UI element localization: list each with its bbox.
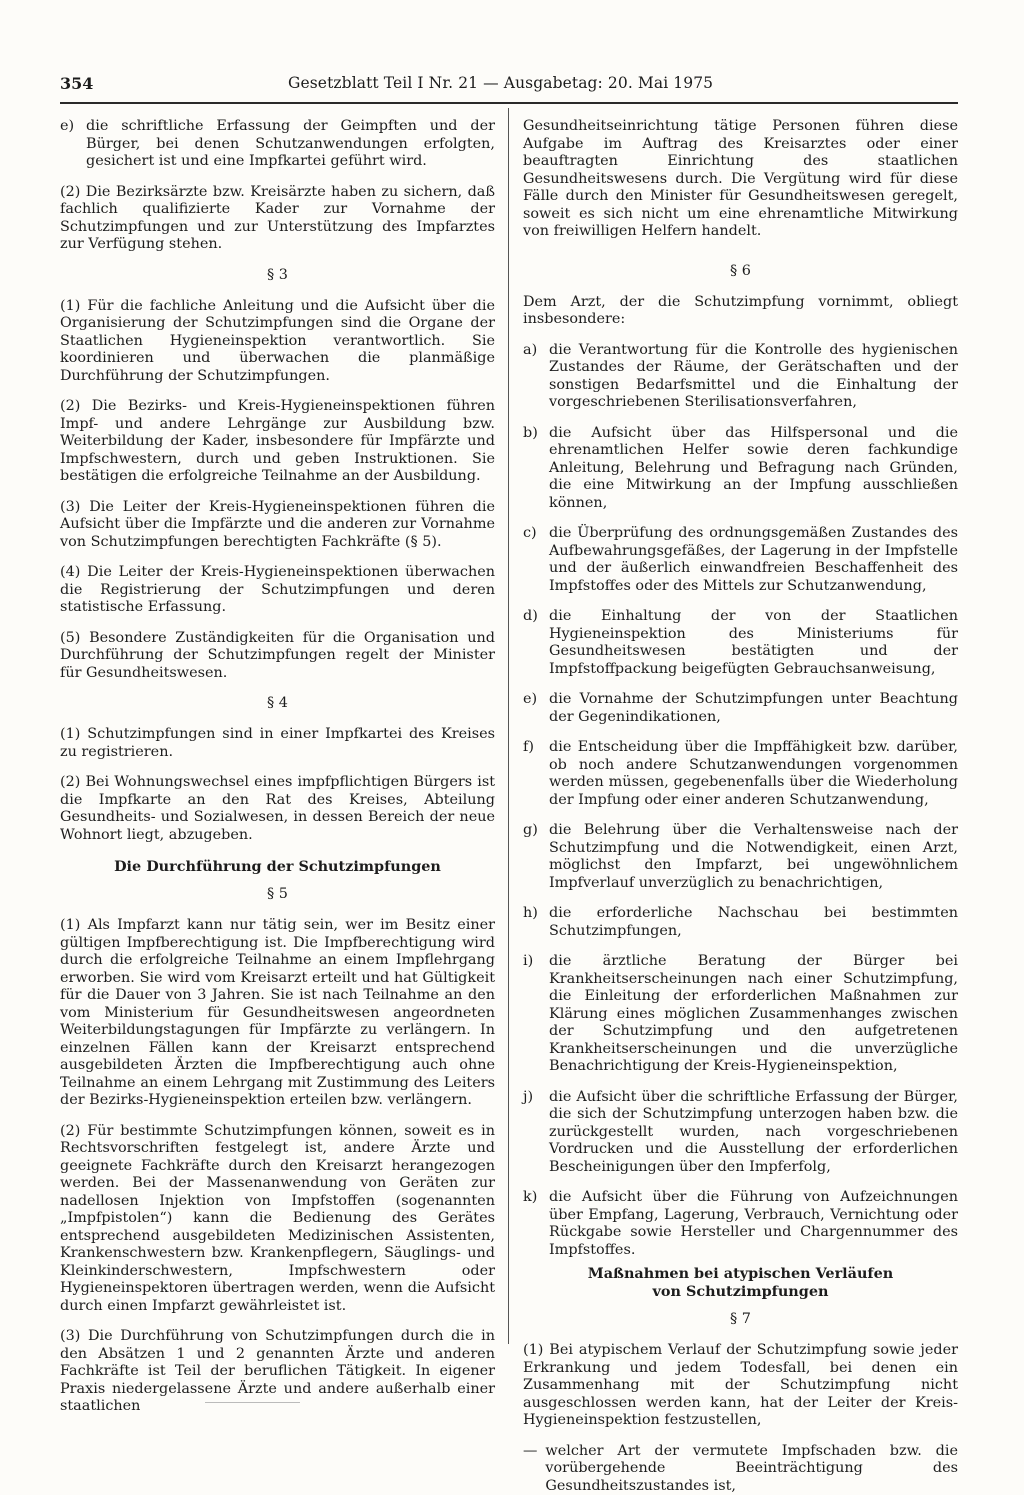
list-item: [523, 691, 958, 726]
item-label: j): [523, 1089, 543, 1177]
item-label: f): [523, 739, 543, 809]
list-item: [523, 953, 958, 1076]
left-column: [60, 118, 495, 1429]
dash-text: welcher Art der vermutete Impfschaden bzw. die vorübergehende Beeinträchtigung des Gesundheitszustandes ist,: [545, 1443, 958, 1495]
paragraph: (4) Die Leiter der Kreis-Hygieneinspektionen überwachen die Registrierung der Schutzimpfungen und deren statistische Erfassung.: [60, 564, 495, 617]
dash-item: [523, 1443, 958, 1495]
paragraph: (3) Die Durchführung von Schutzimpfungen durch die in den Absätzen 1 und 2 genannten Ärzte und anderen Fachkräfte ist Teil der beruflichen Tätigkeit. In eigener Praxis niedergelassene Ärzte und andere außerhalb einer staatlichen: [60, 1328, 495, 1416]
item-text: die schriftliche Erfassung der Geimpften und der Bürger, bei denen Schutzanwendungen erfolgten, gesichert ist und eine Impfkartei geführt wird.: [86, 118, 495, 171]
heading-line: Maßnahmen bei atypischen Verläufen: [523, 1265, 958, 1283]
paragraph: (3) Die Leiter der Kreis-Hygieneinspektionen führen die Aufsicht über die Impfärzte und die anderen zur Vornahme von Schutzimpfungen berechtigten Fachkräfte (§ 5).: [60, 499, 495, 552]
item-text: die erforderliche Nachschau bei bestimmten Schutzimpfungen,: [549, 905, 958, 940]
item-label: e): [60, 118, 80, 171]
dash-label: —: [523, 1443, 537, 1495]
paragraph: Dem Arzt, der die Schutzimpfung vornimmt, obliegt insbesondere:: [523, 294, 958, 329]
paragraph: (1) Schutzimpfungen sind in einer Impfkartei des Kreises zu registrieren.: [60, 726, 495, 761]
item-text: die Vornahme der Schutzimpfungen unter Beachtung der Gegenindikationen,: [549, 691, 958, 726]
item-text: die Verantwortung für die Kontrolle des hygienischen Zustandes der Räume, der Gerätschaften und der sonstigen Bedarfsmittel und die Einhaltung der vorgeschriebenen Sterilisationsverfahren,: [549, 342, 958, 412]
item-text: die ärztliche Beratung der Bürger bei Krankheitserscheinungen nach einer Schutzimpfung, die Einleitung der erforderlichen Maßnahmen zur Klärung eines möglichen Zusammenhanges zwischen der Schutzimpfung und den aufgetretenen Krankheitserscheinungen und die unverzügliche Benachrichtigung der Kreis-Hygieneinspektion,: [549, 953, 958, 1076]
paragraph: (5) Besondere Zuständigkeiten für die Organisation und Durchführung der Schutzimpfungen regelt der Minister für Gesundheitswesen.: [60, 630, 495, 683]
item-text: die Aufsicht über das Hilfspersonal und die ehrenamtlichen Helfer sowie deren fachkundige Anleitung, Belehrung und Befragung nach Gründen, die eine Mitwirkung an der Impfung ausschließen können,: [549, 425, 958, 513]
heading-line: von Schutzimpfungen: [523, 1283, 958, 1301]
paragraph: (2) Für bestimmte Schutzimpfungen können, soweit es in Rechtsvorschriften festgelegt ist, andere Ärzte und geeignete Fachkräfte durch den Kreisarzt herangezogen werden. Bei der Massenanwendung von Geräten zur nadellosen Injektion von Impfstoffen (sogenannten „Impfpistolen“) kann die Bedienung des Gerätes entsprechend ausgebildeten Medizinischen Assistenten, Krankenschwestern bzw. Krankenpflegern, Säuglings- und Kleinkinderschwestern, Impfschwestern oder Hygieneinspektoren übertragen werden, wenn die Aufsicht durch einen Impfarzt gewährleistet ist.: [60, 1123, 495, 1316]
running-title: Gesetzblatt Teil I Nr. 21 — Ausgabetag: 20. Mai 1975: [288, 74, 713, 92]
item-text: die Überprüfung des ordnungsgemäßen Zustandes des Aufbewahrungsgefäßes, der Lagerung in der Impfstelle und der äußerlich einwandfreien Beschaffenheit des Impfstoffes oder des Mittels zur Schutzanwendung,: [549, 525, 958, 595]
list-item: [523, 425, 958, 513]
list-item: [523, 1089, 958, 1177]
section-heading: Die Durchführung der Schutzimpfungen: [60, 858, 495, 876]
section-number: § 3: [60, 267, 495, 283]
item-label: c): [523, 525, 543, 595]
paragraph: (1) Für die fachliche Anleitung und die Aufsicht über die Organisierung der Schutzimpfungen sind die Organe der Staatlichen Hygieneinspektion verantwortlich. Sie koordinieren und überwachen die planmäßige Durchführung der Schutzimpfungen.: [60, 298, 495, 386]
section-number: § 7: [523, 1311, 958, 1327]
list-item: [523, 608, 958, 678]
item-label: d): [523, 608, 543, 678]
section-number: § 4: [60, 695, 495, 711]
obligations-list: [523, 342, 958, 1260]
item-label: a): [523, 342, 543, 412]
list-item: [60, 118, 495, 171]
item-label: g): [523, 822, 543, 892]
page-header: [60, 74, 958, 102]
column-divider: [508, 108, 509, 1344]
item-text: die Aufsicht über die schriftliche Erfassung der Bürger, die sich der Schutzimpfung unterzogen haben bzw. die zurückgestellt wurden, nach vorgeschriebenen Vordrucken und die Ausstellung der erforderlichen Bescheinigungen über den Impferfolg,: [549, 1089, 958, 1177]
list-item: [523, 739, 958, 809]
item-label: b): [523, 425, 543, 513]
item-label: k): [523, 1189, 543, 1259]
right-column: [523, 118, 958, 1495]
section-heading: [523, 1265, 958, 1301]
paragraph: Gesundheitseinrichtung tätige Personen führen diese Aufgabe im Auftrag des Kreisarztes oder einer beauftragten Einrichtung des staatlichen Gesundheitswesens durch. Die Vergütung wird für diese Fälle durch den Minister für Gesundheitswesen geregelt, soweit es sich nicht um eine ehrenamtliche Mitwirkung von freiwilligen Helfern handelt.: [523, 118, 958, 241]
item-text: die Einhaltung der von der Staatlichen Hygieneinspektion des Ministeriums für Gesundheitswesen bestätigten und der Impfstoffpackung beigefügten Gebrauchsanweisung,: [549, 608, 958, 678]
item-text: die Belehrung über die Verhaltensweise nach der Schutzimpfung und die Notwendigkeit, einen Arzt, möglichst den Impfarzt, bei ungewöhnlichem Impfverlauf unverzüglich zu benachrichtigen,: [549, 822, 958, 892]
page-number: 354: [60, 74, 93, 93]
paragraph: (2) Die Bezirks- und Kreis-Hygieneinspektionen führen Impf- und andere Lehrgänge zur Ausbildung bzw. Weiterbildung der Kader, insbesondere für Impfärzte und Impfschwestern, durch und geben Instruktionen. Sie bestätigen die erfolgreiche Teilnahme an der Ausbildung.: [60, 398, 495, 486]
paragraph: (1) Bei atypischem Verlauf der Schutzimpfung sowie jeder Erkrankung und jedem Todesfall, bei denen ein Zusammenhang mit der Schutzimpfung nicht ausgeschlossen werden kann, hat der Leiter der Kreis-Hygieneinspektion festzustellen,: [523, 1342, 958, 1430]
list-item: [523, 905, 958, 940]
list-item: [523, 822, 958, 892]
footer-mark: [205, 1402, 300, 1403]
section-number: § 6: [523, 263, 958, 279]
item-text: die Entscheidung über die Impffähigkeit bzw. darüber, ob noch andere Schutzanwendungen vorgenommen werden müssen, gegebenenfalls über die Wiederholung der Impfung oder einer anderen Schutzanwendung,: [549, 739, 958, 809]
item-text: die Aufsicht über die Führung von Aufzeichnungen über Empfang, Lagerung, Verbrauch, Vernichtung oder Rückgabe sowie Hersteller und Chargennummer des Impfstoffes.: [549, 1189, 958, 1259]
item-label: h): [523, 905, 543, 940]
item-label: i): [523, 953, 543, 1076]
list-item: [523, 525, 958, 595]
header-rule: [60, 102, 958, 104]
paragraph: (2) Die Bezirksärzte bzw. Kreisärzte haben zu sichern, daß fachlich qualifizierte Kader zur Vornahme der Schutzimpfungen und zur Unterstützung des Impfarztes zur Verfügung stehen.: [60, 184, 495, 254]
section-number: § 5: [60, 886, 495, 902]
paragraph: (1) Als Impfarzt kann nur tätig sein, wer im Besitz einer gültigen Impfberechtigung ist. Die Impfberechtigung wird durch die erfolgreiche Teilnahme an einem Impflehrgang erworben. Sie wird vom Kreisarzt erteilt und hat Gültigkeit für die Dauer von 3 Jahren. Sie ist nach Teilnahme an den vom Ministerium für Gesundheitswesen angeordneten Weiterbildungstagungen für Impfärzte zu verlängern. In einzelnen Fällen kann der Kreisarzt entsprechend ausgebildeten Ärzten die Impfberechtigung auch ohne Teilnahme an einem Lehrgang mit Zustimmung des Leiters der Bezirks-Hygieneinspektion erteilen bzw. verlängern.: [60, 917, 495, 1110]
paragraph: (2) Bei Wohnungswechsel eines impfpflichtigen Bürgers ist die Impfkarte an den Rat des Kreises, Abteilung Gesundheits- und Sozialwesen, in dessen Bereich der neue Wohnort liegt, abzugeben.: [60, 774, 495, 844]
item-label: e): [523, 691, 543, 726]
list-item: [523, 1189, 958, 1259]
list-item: [523, 342, 958, 412]
